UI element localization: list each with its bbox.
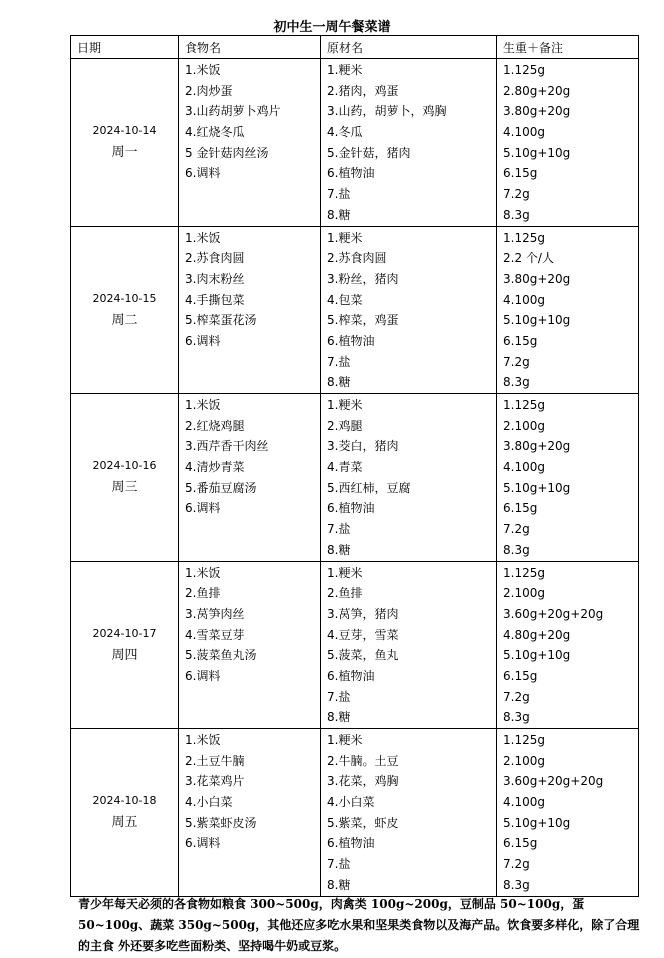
food-item: 2.土豆牛腩 xyxy=(185,753,245,768)
weight-item: 4.80g+20g xyxy=(503,627,571,642)
ingredient-list xyxy=(321,226,497,394)
food-item: 5.榨菜蛋花汤 xyxy=(185,313,257,328)
weight-item: 8.3g xyxy=(503,207,530,222)
ingredient-item: 3.茭白，猪肉 xyxy=(327,439,399,454)
ingredient-item: 5.西红柿，豆腐 xyxy=(327,480,411,495)
ingredient-item: 2.牛腩。土豆 xyxy=(327,753,399,768)
weight-list xyxy=(497,729,639,897)
date-cell xyxy=(71,226,179,394)
weight-list xyxy=(497,226,639,394)
weight-item: 3.60g+20g+20g xyxy=(503,774,604,789)
weight-item: 4.100g xyxy=(503,125,545,140)
weight-item: 6.15g xyxy=(503,836,538,851)
food-item: 3.莴笋肉丝 xyxy=(185,606,245,621)
weight-item: 2.2 个/人 xyxy=(503,251,554,266)
header-row xyxy=(71,36,639,59)
weight-item: 3.60g+20g+20g xyxy=(503,606,604,621)
header-food: 食物名 xyxy=(179,36,321,59)
day-row xyxy=(71,729,639,897)
food-item: 3.西芹香干肉丝 xyxy=(185,439,269,454)
weight-item: 5.10g+10g xyxy=(503,815,571,830)
date-text: 2024-10-15 xyxy=(92,291,157,305)
food-item: 4.清炒青菜 xyxy=(185,460,245,475)
weight-item: 6.15g xyxy=(503,501,538,516)
weight-item: 7.2g xyxy=(503,522,530,537)
weight-item: 5.10g+10g xyxy=(503,648,571,663)
ingredient-item: 6.植物油 xyxy=(327,836,375,851)
ingredient-item: 7.盐 xyxy=(327,689,351,704)
ingredient-item: 2.鱼排 xyxy=(327,586,363,601)
weight-item: 8.3g xyxy=(503,877,530,892)
ingredient-item: 2.猪肉，鸡蛋 xyxy=(327,83,399,98)
ingredient-item: 5.紫菜，虾皮 xyxy=(327,815,399,830)
day-row xyxy=(71,226,639,394)
day-row xyxy=(71,394,639,562)
food-list xyxy=(179,729,321,897)
weight-item: 1.125g xyxy=(503,565,545,580)
weekday-text: 周三 xyxy=(111,480,138,496)
ingredient-item: 8.糖 xyxy=(327,207,351,222)
weekday-text: 周五 xyxy=(111,815,138,831)
food-item: 6.调料 xyxy=(185,333,221,348)
ingredient-item: 6.植物油 xyxy=(327,166,375,181)
weight-item: 2.100g xyxy=(503,586,545,601)
food-item: 5.紫菜虾皮汤 xyxy=(185,815,257,830)
weight-item: 3.80g+20g xyxy=(503,271,571,286)
ingredient-item: 5.榨菜，鸡蛋 xyxy=(327,313,399,328)
ingredient-item: 1.粳米 xyxy=(327,63,363,77)
ingredient-item: 6.植物油 xyxy=(327,333,375,348)
ingredient-item: 4.豆芽，雪菜 xyxy=(327,627,399,642)
ingredient-item: 7.盐 xyxy=(327,522,351,537)
weight-item: 7.2g xyxy=(503,354,530,369)
ingredient-item: 1.粳米 xyxy=(327,398,363,412)
weight-item: 5.10g+10g xyxy=(503,313,571,328)
food-item: 6.调料 xyxy=(185,836,221,851)
weight-item: 5.10g+10g xyxy=(503,145,571,160)
weight-item: 8.3g xyxy=(503,375,530,390)
ingredient-item: 7.盐 xyxy=(327,187,351,202)
ingredient-item: 8.糖 xyxy=(327,542,351,557)
weight-item: 4.100g xyxy=(503,460,545,475)
weight-item: 3.80g+20g xyxy=(503,439,571,454)
food-item: 2.鱼排 xyxy=(185,586,221,601)
date-text: 2024-10-17 xyxy=(92,626,157,640)
ingredient-item: 4.包菜 xyxy=(327,292,363,307)
food-item: 1.米饭 xyxy=(185,398,221,412)
weight-item: 4.100g xyxy=(503,292,545,307)
weight-item: 8.3g xyxy=(503,542,530,557)
nutrition-note: 青少年每天必须的各食物如粮食 300~500g，肉禽类 100g~200g，豆制品 50~100g，蛋 50~100g、蔬菜 350g~500g，其他还应多吃水果和坚果类食物以及海产品。饮食要多样化，除了合理的主食 外还要多吃些面粉类、坚持喝牛奶或豆浆。 xyxy=(78,897,640,953)
ingredient-item: 8.糖 xyxy=(327,375,351,390)
weekday-text: 周二 xyxy=(111,312,138,328)
ingredient-item: 2.苏食肉圆 xyxy=(327,251,387,266)
day-row xyxy=(71,561,639,729)
weight-item: 6.15g xyxy=(503,668,538,683)
ingredient-item: 4.冬瓜 xyxy=(327,125,363,140)
food-item: 5.番茄豆腐汤 xyxy=(185,480,257,495)
weight-item: 3.80g+20g xyxy=(503,104,571,119)
ingredient-item: 3.花菜，鸡胸 xyxy=(327,774,399,789)
food-item: 1.米饭 xyxy=(185,63,221,77)
ingredient-item: 7.盐 xyxy=(327,857,351,872)
day-row xyxy=(71,59,639,227)
food-item: 6.调料 xyxy=(185,501,221,516)
date-text: 2024-10-16 xyxy=(92,459,157,473)
ingredient-item: 5.菠菜，鱼丸 xyxy=(327,648,399,663)
weight-item: 1.125g xyxy=(503,63,545,77)
weekday-text: 周一 xyxy=(111,145,138,161)
ingredient-item: 3.粉丝，猪肉 xyxy=(327,271,399,286)
menu-table xyxy=(70,35,639,897)
weight-item: 7.2g xyxy=(503,689,530,704)
food-item: 4.红烧冬瓜 xyxy=(185,125,245,140)
weight-item: 6.15g xyxy=(503,333,538,348)
header-weight: 生重＋备注 xyxy=(497,36,639,59)
ingredient-item: 8.糖 xyxy=(327,877,351,892)
food-item: 5.菠菜鱼丸汤 xyxy=(185,648,257,663)
date-cell xyxy=(71,729,179,897)
ingredient-item: 4.小白菜 xyxy=(327,795,375,810)
food-list xyxy=(179,59,321,227)
food-item: 3.山药胡萝卜鸡片 xyxy=(185,104,281,119)
header-date: 日期 xyxy=(71,36,179,59)
ingredient-item: 8.糖 xyxy=(327,710,351,725)
ingredient-item: 3.山药，胡萝卜，鸡胸 xyxy=(327,104,447,119)
weekday-text: 周四 xyxy=(111,647,138,663)
ingredient-item: 5.金针菇，猪肉 xyxy=(327,145,411,160)
date-cell xyxy=(71,561,179,729)
page-title: 初中生一周午餐菜谱 xyxy=(273,20,391,35)
weight-item: 1.125g xyxy=(503,733,545,747)
food-item: 4.小白菜 xyxy=(185,795,233,810)
ingredient-list xyxy=(321,729,497,897)
weight-item: 7.2g xyxy=(503,187,530,202)
ingredient-list xyxy=(321,394,497,562)
weight-item: 8.3g xyxy=(503,710,530,725)
food-item: 1.米饭 xyxy=(185,230,221,245)
date-text: 2024-10-14 xyxy=(92,124,157,138)
food-item: 2.肉炒蛋 xyxy=(185,83,233,98)
food-item: 1.米饭 xyxy=(185,733,221,747)
weight-item: 5.10g+10g xyxy=(503,480,571,495)
date-text: 2024-10-18 xyxy=(92,794,157,808)
weight-item: 4.100g xyxy=(503,795,545,810)
food-list xyxy=(179,394,321,562)
header-ingredient: 原材名 xyxy=(321,36,497,59)
ingredient-item: 6.植物油 xyxy=(327,501,375,516)
food-item: 4.雪菜豆芽 xyxy=(185,627,245,642)
food-item: 1.米饭 xyxy=(185,565,221,580)
ingredient-list xyxy=(321,561,497,729)
ingredient-item: 7.盐 xyxy=(327,354,351,369)
food-item: 2.红烧鸡腿 xyxy=(185,418,245,433)
food-item: 4.手撕包菜 xyxy=(185,292,245,307)
ingredient-list xyxy=(321,59,497,227)
weight-list xyxy=(497,394,639,562)
ingredient-item: 3.莴笋，猪肉 xyxy=(327,606,399,621)
food-item: 2.苏食肉圆 xyxy=(185,251,245,266)
date-cell xyxy=(71,394,179,562)
ingredient-item: 6.植物油 xyxy=(327,668,375,683)
weight-item: 1.125g xyxy=(503,398,545,412)
food-item: 3.花菜鸡片 xyxy=(185,774,245,789)
weight-item: 2.100g xyxy=(503,418,545,433)
weight-item: 1.125g xyxy=(503,230,545,245)
food-item: 6.调料 xyxy=(185,166,221,181)
ingredient-item: 2.鸡腿 xyxy=(327,418,363,433)
food-item: 5 金针菇肉丝汤 xyxy=(185,145,269,160)
date-cell xyxy=(71,59,179,227)
ingredient-item: 1.粳米 xyxy=(327,733,363,747)
weight-item: 2.80g+20g xyxy=(503,83,571,98)
ingredient-item: 1.粳米 xyxy=(327,230,363,245)
weight-item: 6.15g xyxy=(503,166,538,181)
food-item: 3.肉末粉丝 xyxy=(185,271,245,286)
weight-list xyxy=(497,59,639,227)
weight-item: 7.2g xyxy=(503,857,530,872)
weight-list xyxy=(497,561,639,729)
food-list xyxy=(179,226,321,394)
food-list xyxy=(179,561,321,729)
food-item: 6.调料 xyxy=(185,668,221,683)
ingredient-item: 1.粳米 xyxy=(327,565,363,580)
ingredient-item: 4.青菜 xyxy=(327,460,363,475)
weight-item: 2.100g xyxy=(503,753,545,768)
